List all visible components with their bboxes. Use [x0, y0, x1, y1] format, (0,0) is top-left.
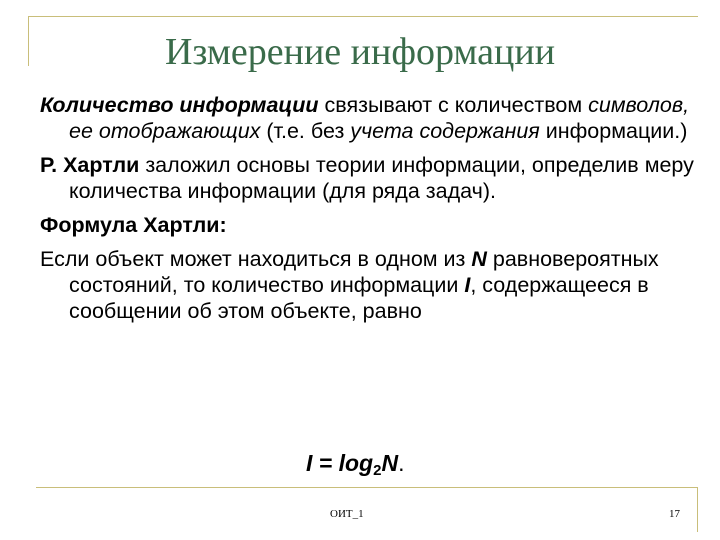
frame-bottom-line — [36, 487, 698, 488]
frame-right-line — [697, 487, 698, 532]
text-span: Если объект может находиться в одном из — [40, 247, 472, 271]
text-span: , содержащееся в сообщении об этом объекте, равно — [69, 273, 649, 323]
text-span: (т.е. без — [260, 119, 351, 143]
slide-body — [40, 92, 696, 332]
formula-period: . — [398, 450, 405, 476]
formula-argument: N — [381, 450, 399, 476]
term-information-quantity: Количество информации — [40, 93, 319, 117]
name-hartley: Р. Хартли — [40, 153, 140, 177]
paragraph-formula-heading — [40, 212, 696, 238]
formula-lhs: I = log — [306, 450, 374, 476]
slide-title: Измерение информации — [164, 31, 556, 73]
text-span: информации.) — [539, 119, 688, 143]
footer-page-number: 17 — [669, 508, 680, 520]
emphasis-symbols: символов, ее отображающих — [69, 93, 690, 143]
variable-i: I — [464, 273, 471, 297]
paragraph-hartley — [40, 152, 696, 204]
hartley-formula — [306, 448, 404, 486]
formula-log-base: 2 — [373, 462, 382, 479]
paragraph-information-quantity — [40, 92, 696, 144]
variable-n: N — [471, 247, 487, 271]
text-span: заложил основы теории информации, определив меру количества информации (для ряда задач). — [69, 153, 694, 203]
emphasis-content: учета содержания — [350, 119, 540, 143]
frame-top-line — [28, 16, 698, 17]
footer-course-label: ОИТ_1 — [330, 508, 364, 520]
paragraph-formula-description — [40, 246, 696, 324]
formula-heading: Формула Хартли: — [40, 213, 227, 237]
text-span: связывают с количеством — [318, 93, 589, 117]
text-span: равновероятных состояний, то количество информации — [69, 247, 659, 297]
